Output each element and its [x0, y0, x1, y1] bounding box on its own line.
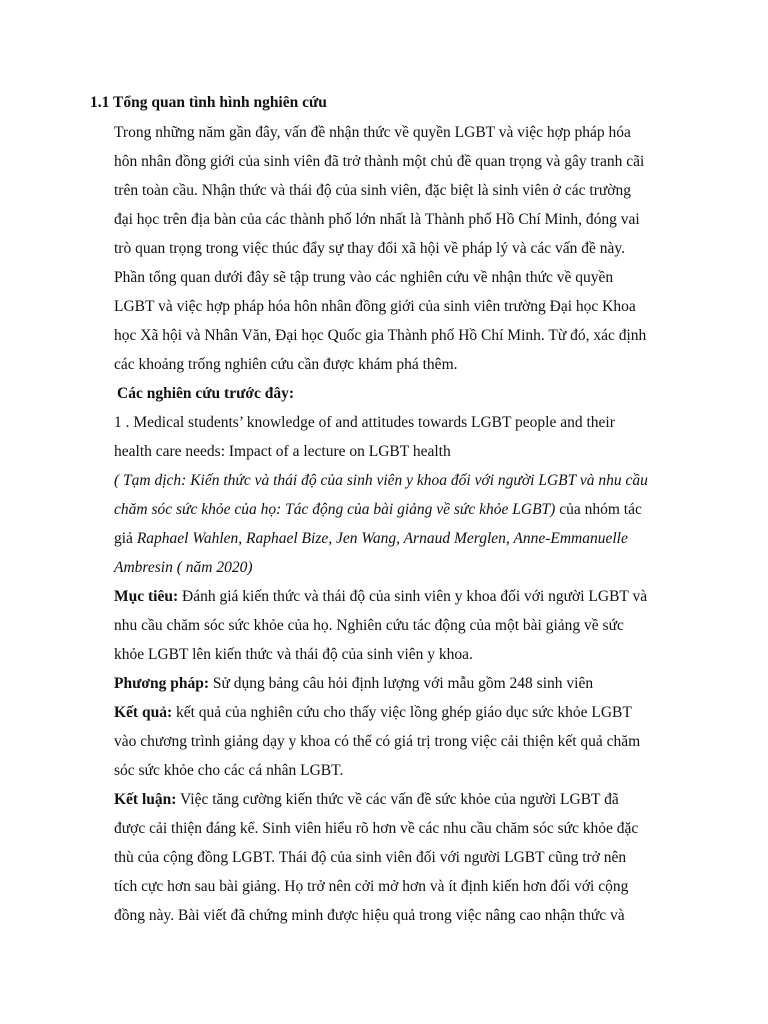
- intro-line: học Xã hội và Nhân Văn, Đại học Quốc gia Thành phố Hồ Chí Minh. Từ đó, xác định: [114, 327, 647, 344]
- objective-label: Mục tiêu:: [114, 588, 179, 605]
- study-translation-italic: chăm sóc sức khỏe của họ: Tác động của bài giảng về sức khỏe LGBT): [114, 501, 556, 518]
- result-line: vào chương trình giảng dạy y khoa có thể có giá trị trong việc cải thiện kết quả chăm: [114, 733, 641, 750]
- intro-line: trò quan trọng trong việc thúc đẩy sự thay đổi xã hội về pháp lý và các vấn đề này.: [114, 240, 625, 257]
- method-text: Sử dụng bảng câu hỏi định lượng với mẫu gồm 248 sinh viên: [209, 675, 594, 692]
- intro-line: Trong những năm gần đây, vấn đề nhận thức về quyền LGBT và việc hợp pháp hóa: [114, 124, 631, 141]
- method-line: [114, 669, 694, 698]
- intro-line: trên toàn cầu. Nhận thức và thái độ của sinh viên, đặc biệt là sinh viên ở các trường: [114, 182, 631, 199]
- study-translation-line: ( Tạm dịch: Kiến thức và thái độ của sinh viên y khoa đối với người LGBT và nhu cầu: [114, 472, 648, 489]
- document-body: [114, 118, 694, 930]
- intro-line: Phần tổng quan dưới đây sẽ tập trung vào các nghiên cứu về nhận thức về quyền: [114, 269, 614, 286]
- study-authors-line: Ambresin ( năm 2020): [114, 559, 253, 576]
- result-line: [114, 698, 694, 727]
- prior-studies-label: Các nghiên cứu trước đây:: [117, 385, 295, 402]
- result-line: sóc sức khỏe cho các cá nhân LGBT.: [114, 762, 344, 779]
- conclusion-line: tích cực hơn sau bài giảng. Họ trở nên cởi mở hơn và ít định kiến hơn đối với cộng: [114, 878, 629, 895]
- intro-line: hôn nhân đồng giới của sinh viên đã trở thành một chủ đề quan trọng và gây tranh cãi: [114, 153, 645, 170]
- conclusion-line: thù của cộng đồng LGBT. Thái độ của sinh viên đối với người LGBT cũng trở nên: [114, 849, 627, 866]
- study-translation-line: [114, 495, 694, 524]
- conclusion-text: Việc tăng cường kiến thức về các vấn đề sức khỏe của người LGBT đã: [176, 791, 619, 808]
- objective-text: Đánh giá kiến thức và thái độ của sinh viên y khoa đối với người LGBT và: [178, 588, 648, 605]
- section-heading: [90, 92, 327, 114]
- authors-prefix: giả: [114, 530, 137, 547]
- study-authors-intro: của nhóm tác: [555, 501, 642, 518]
- study-title-line: 1 . Medical students’ knowledge of and attitudes towards LGBT people and their: [114, 414, 615, 431]
- section-title: Tổng quan tình hình nghiên cứu: [113, 94, 327, 111]
- result-text: kết quả của nghiên cứu cho thấy việc lồng ghép giáo dục sức khỏe LGBT: [172, 704, 632, 721]
- conclusion-line: [114, 785, 694, 814]
- study-authors-line: [114, 524, 694, 553]
- intro-line: đại học trên địa bàn của các thành phố lớn nhất là Thành phố Hồ Chí Minh, đóng vai: [114, 211, 640, 228]
- objective-line: [114, 582, 694, 611]
- conclusion-line: được cải thiện đáng kể. Sinh viên hiểu rõ hơn về các nhu cầu chăm sóc sức khỏe đặc: [114, 820, 639, 837]
- method-label: Phương pháp:: [114, 675, 209, 692]
- intro-line: các khoảng trống nghiên cứu cần được khám phá thêm.: [114, 356, 458, 373]
- section-number: 1.1: [90, 94, 110, 111]
- conclusion-line: đồng này. Bài viết đã chứng minh được hiệu quả trong việc nâng cao nhận thức và: [114, 907, 625, 924]
- objective-line: khỏe LGBT lên kiến thức và thái độ của sinh viên y khoa.: [114, 646, 473, 663]
- study-title-line: health care needs: Impact of a lecture on LGBT health: [114, 443, 451, 460]
- objective-line: nhu cầu chăm sóc sức khỏe của họ. Nghiên cứu tác động của một bài giảng về sức: [114, 617, 624, 634]
- intro-line: LGBT và việc hợp pháp hóa hôn nhân đồng giới của sinh viên trường Đại học Khoa: [114, 298, 636, 315]
- conclusion-label: Kết luận:: [114, 791, 177, 808]
- authors-names: Raphael Wahlen, Raphael Bize, Jen Wang, Arnaud Merglen, Anne-Emmanuelle: [136, 530, 628, 547]
- result-label: Kết quả:: [114, 704, 173, 721]
